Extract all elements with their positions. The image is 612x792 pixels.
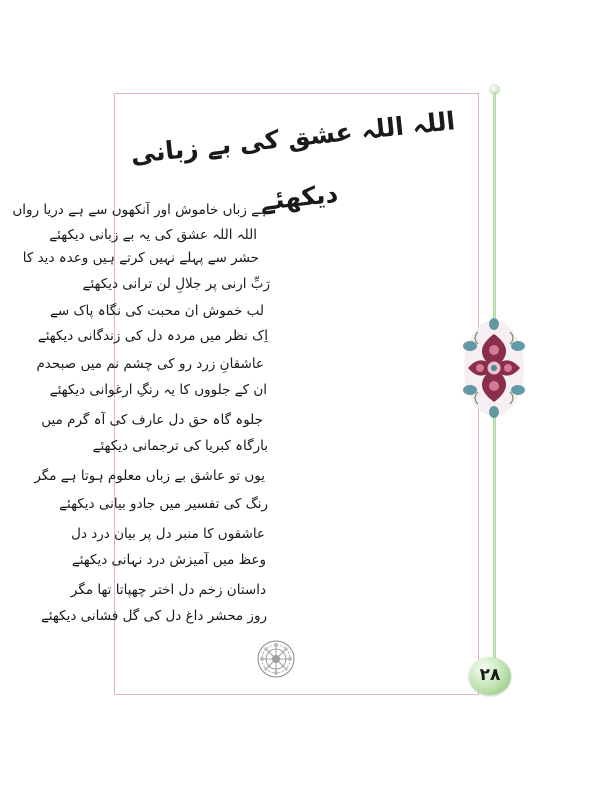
verse-line: عاشقانِ زرد رو کی چشم نم میں صبحدم [36,356,264,372]
floral-rosette-icon [256,639,296,679]
side-rule-top [493,92,496,318]
verse-line: وعظ میں آمیزش درد نہانی دیکھئے [71,552,266,568]
verse-line: روز محشر داغ دل کی گل فشانی دیکھئے [40,608,267,624]
verse-line: اللہ اللہ عشق کی یہ بے زبانی دیکھئے [49,227,257,243]
verse-line: لب خموش ان محبت کی نگاہ پاک سے [49,303,264,319]
poem-title: اللہ اللہ عشق کی بے زبانی دیکھئے [129,106,457,216]
verse-line: ان کے جلووں کا یہ رنگِ ارغوانی دیکھئے [49,382,267,398]
verse-line: اِک نظر میں مردہ دل کی زندگانی دیکھئے [37,328,268,344]
verse-line: ہے زباں خاموش اور آنکھوں سے ہے دریا رواں [12,202,267,218]
verse-line: یوں تو عاشق بے زباں معلوم ہوتا ہے مگر [34,468,265,484]
page-number: ۲۸ [479,665,501,685]
side-rule-bottom [493,416,496,660]
verse-line: رنگ کی تفسیر میں جادو بیانی دیکھئے [59,496,268,512]
verse-line: جلوہ گاہ حق دل عارف کی آہ گرم میں [41,412,263,428]
verse-line: بارگاہ کبریا کی ترجمانی دیکھئے [92,438,268,454]
verse-line: حشر سے پہلے نہیں کرتے ہیں وعدہ دید کا [22,250,259,266]
verse-line: داستان زخم دل اختر چھپاتا تھا مگر [70,582,266,598]
verse-line: عاشقوں کا منبر دل پر بیان درد دل [71,526,265,542]
verse-line: رَبِّ ارنی پر جلالِ لن ترانی دیکھئے [82,276,270,292]
floral-medallion-icon [460,316,528,420]
